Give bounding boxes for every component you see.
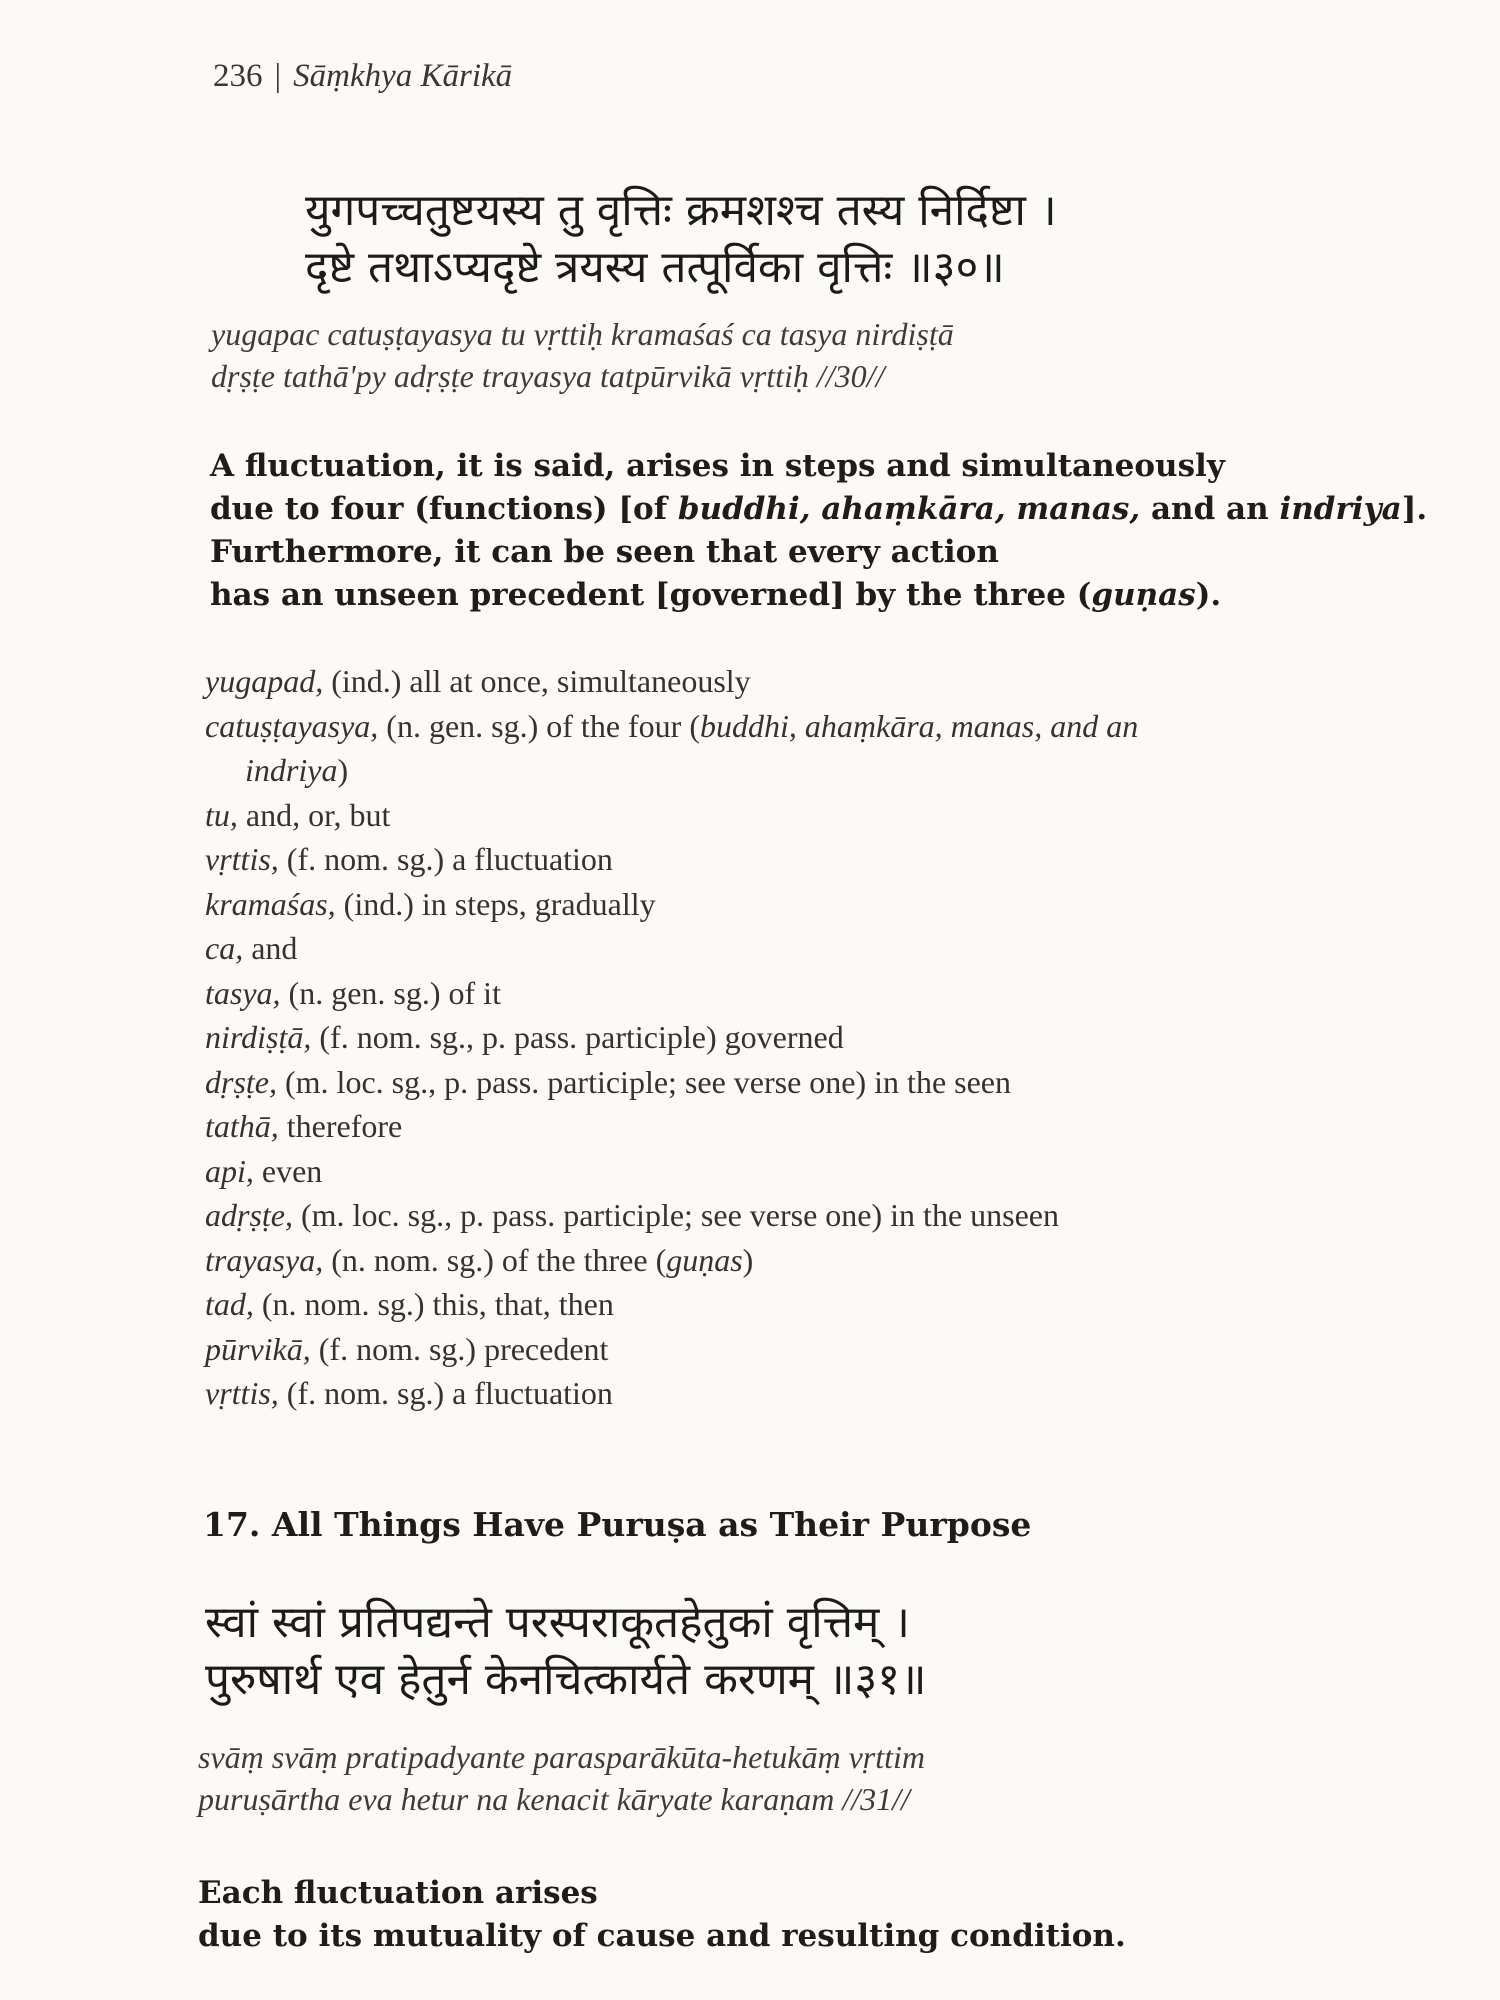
translation-italic: indriya [1279, 491, 1402, 527]
verse31-transliteration-line-2: puruṣārtha eva hetur na kenacit kāryate karaṇam //31// [198, 1781, 910, 1817]
glossary-definition: (m. loc. sg., p. pass. participle; see verse one) in the seen [277, 1063, 1011, 1100]
verse31-transliteration-line-1: svāṃ svāṃ pratipadyante parasparākūta-hetukāṃ vṛttim [198, 1739, 926, 1775]
verse31-devanagari-line-2: पुरुषार्थ एव हेतुर्न केनचित्कार्यते करणम् ॥३१॥ [205, 1654, 927, 1705]
glossary-definition: therefore [278, 1108, 403, 1144]
glossary-entry [205, 1015, 1325, 1060]
glossary-term: vṛttis, [205, 841, 279, 877]
glossary-term: dṛṣṭe, [205, 1063, 277, 1100]
glossary-entry [205, 1104, 1325, 1149]
glossary-term: vṛttis, [205, 1375, 279, 1411]
glossary-term: yugapad, [205, 663, 324, 699]
glossary-entry [205, 1149, 1325, 1194]
glossary-definition: (n. gen. sg.) of it [280, 974, 501, 1011]
glossary-entry [205, 1282, 1325, 1327]
translation-text: due to four (functions) [of [210, 491, 678, 527]
glossary-entry [205, 1193, 1325, 1238]
glossary-entry [205, 1238, 1325, 1283]
glossary-definition: (n. gen. sg.) of the four ( [378, 707, 700, 744]
glossary-term: nirdiṣṭā, [205, 1019, 312, 1055]
glossary-definition: (m. loc. sg., p. pass. participle; see verse one) in the unseen [293, 1197, 1059, 1233]
glossary-definition: (n. nom. sg.) this, that, then [253, 1286, 614, 1322]
glossary-entry [205, 1327, 1325, 1372]
verse30-transliteration-line-2: dṛṣṭe tathā'py adṛṣṭe trayasya tatpūrvikā vṛttiḥ //30// [211, 358, 885, 394]
glossary-term: tathā, [205, 1108, 279, 1144]
translation-text: has an unseen precedent [governed] by the three ( [210, 577, 1092, 613]
glossary-entry [205, 926, 1325, 971]
glossary-entry [205, 704, 1325, 793]
verse30-devanagari [305, 182, 1057, 296]
translation-italic: guṇas [1091, 577, 1196, 613]
section-heading: 17. All Things Have Puruṣa as Their Purpose [203, 1505, 1032, 1544]
translation-text: and an [1140, 491, 1280, 527]
glossary-term: trayasya, [205, 1241, 324, 1278]
verse31-translation [198, 1872, 1126, 1958]
verse30-translation [210, 445, 1427, 617]
glossary-definition: and [243, 930, 298, 966]
glossary-definition: (f. nom. sg.) a fluctuation [278, 841, 613, 877]
glossary-term: api, [205, 1152, 254, 1189]
translation-italic: buddhi, ahaṃkāra, manas, [677, 491, 1141, 527]
glossary-term: adṛṣṭe, [205, 1197, 293, 1233]
glossary-definition: (ind.) all at once, simultaneously [323, 663, 751, 699]
verse30-translation-line-2 [210, 488, 1427, 531]
glossary-entry [205, 1060, 1325, 1105]
verse30-devanagari-line-2: दृष्टे तथाऽप्यदृष्टे त्रयस्य तत्पूर्विका वृत्तिः ॥३०॥ [305, 242, 1005, 293]
glossary-term: tu, [205, 796, 238, 833]
glossary-definition: ) [337, 752, 349, 788]
glossary-definition: (ind.) in steps, gradually [335, 885, 656, 922]
glossary-entry [205, 659, 1325, 704]
book-title: Sāṃkhya Kārikā [293, 58, 513, 94]
page-number: 236 [213, 58, 263, 94]
glossary-term: catuṣṭayasya, [205, 707, 379, 744]
verse30-devanagari-line-1: युगपच्चतुष्टयस्य तु वृत्तिः क्रमशश्च तस्य निर्दिष्टा । [305, 185, 1057, 236]
glossary-entry [205, 971, 1325, 1016]
word-glossary [205, 659, 1325, 1416]
verse31-translation-line-1: Each fluctuation arises [198, 1875, 598, 1911]
glossary-definition: (f. nom. sg.) a fluctuation [278, 1375, 613, 1411]
glossary-definition: (f. nom. sg., p. pass. participle) governed [311, 1019, 844, 1055]
glossary-definition: even [253, 1152, 323, 1189]
verse31-translation-line-2: due to its mutuality of cause and resulting condition. [198, 1918, 1126, 1954]
glossary-definition-italic: indriya [245, 752, 338, 788]
glossary-definition: ) [742, 1241, 754, 1278]
glossary-entry [205, 793, 1325, 838]
translation-text: ]. [1401, 491, 1428, 527]
translation-text: ). [1195, 577, 1222, 613]
glossary-definition-italic: guṇas [666, 1241, 743, 1278]
verse31-devanagari-line-1: स्वां स्वां प्रतिपद्यन्ते परस्पराकूतहेतुकां वृत्तिम् । [205, 1597, 910, 1648]
verse30-translation-line-3: Furthermore, it can be seen that every action [210, 534, 999, 570]
glossary-term: kramaśas, [205, 885, 336, 922]
running-head [213, 58, 512, 95]
verse31-devanagari [205, 1594, 926, 1708]
glossary-entry [205, 882, 1325, 927]
glossary-definition-italic: buddhi, ahaṃkāra, manas, and an [699, 707, 1139, 744]
verse30-transliteration [211, 313, 954, 397]
glossary-term: ca, [205, 930, 244, 966]
running-head-separator: | [274, 58, 282, 94]
glossary-definition: (f. nom. sg.) precedent [310, 1330, 609, 1367]
verse30-transliteration-line-1: yugapac catuṣṭayasya tu vṛttiḥ kramaśaś ca tasya nirdiṣṭā [211, 316, 954, 352]
verse31-transliteration [198, 1736, 925, 1820]
glossary-term: pūrvikā, [205, 1330, 311, 1367]
glossary-definition: and, or, but [237, 796, 391, 833]
glossary-definition: (n. nom. sg.) of the three ( [323, 1241, 667, 1278]
glossary-term: tasya, [205, 974, 281, 1011]
glossary-entry [205, 1371, 1325, 1416]
glossary-entry [205, 837, 1325, 882]
glossary-term: tad, [205, 1286, 254, 1322]
verse30-translation-line-1: A fluctuation, it is said, arises in steps and simultaneously [210, 448, 1225, 484]
verse30-translation-line-4 [210, 574, 1427, 617]
